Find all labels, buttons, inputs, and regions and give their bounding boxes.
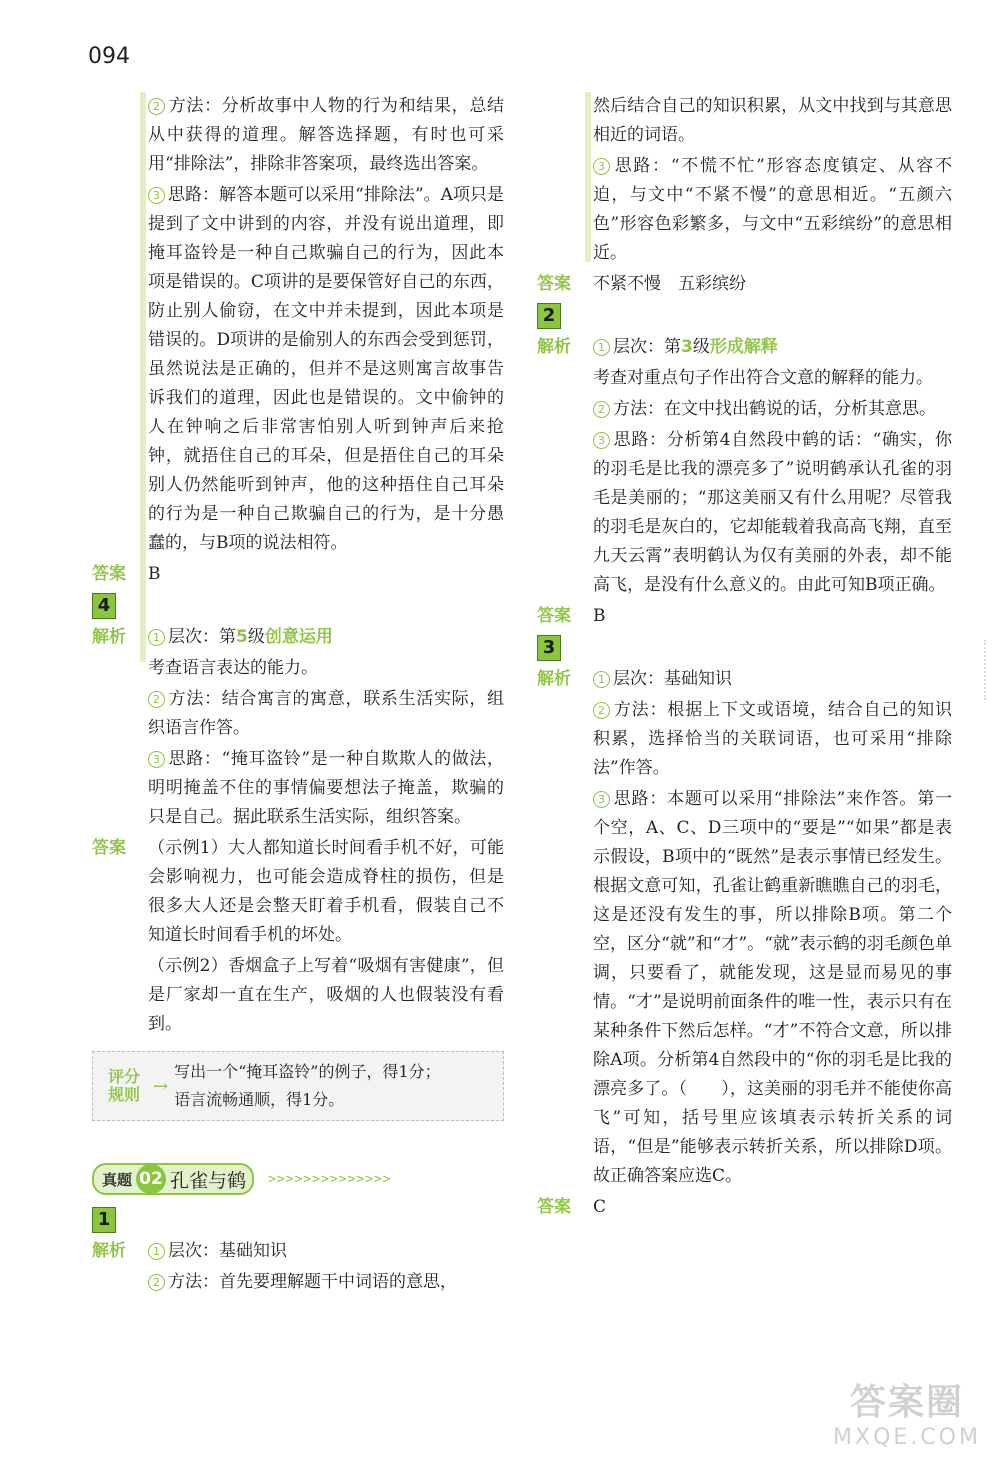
answer-row	[92, 560, 504, 589]
question-number-2: 2	[537, 303, 561, 329]
answer-label: 答案	[537, 274, 571, 294]
answer-label: 答案	[92, 838, 126, 858]
right-column	[537, 92, 952, 1222]
circled-number-icon: 1	[593, 339, 610, 356]
section-title	[92, 1163, 504, 1195]
left-column	[92, 92, 504, 1299]
answer-value: B	[148, 564, 161, 584]
section-number: 02	[136, 1164, 166, 1194]
q2-analysis: 解析 1 层次：第3级形成解释 考查对重点句子作出符合文意的解释的能力。 2 方法：在文中找出鹤说的话，分析其意思。 3 思路：分析第4自然段中鹤的话：“确实，你的羽毛是比我的漂亮多了”说明鹤承认孔雀的羽毛是美丽的；“那这美丽又有什么用呢？尽管我的羽毛是灰白的，它却能载着我高高飞翔，直至九天云霄”表明鹤认为仅有美丽的外表，却不能高飞，是没有什么意义的。由此可知B项正确。	[537, 333, 952, 602]
method-paragraph: 2 方法：分析故事中人物的行为和结果，总结从中获得的道理。解答选择题，有时也可采用“排除法”，排除非答案项，最终选出答案。	[148, 96, 505, 174]
circled-number-icon: 3	[593, 791, 610, 808]
answer-label: 答案	[537, 606, 571, 626]
circled-number-icon: 2	[148, 98, 165, 115]
intro-block	[92, 92, 504, 560]
circled-number-icon: 1	[148, 1243, 165, 1260]
answer-label: 答案	[92, 564, 126, 584]
circled-number-icon: 2	[593, 401, 610, 418]
rubric-label: 评分 规则	[107, 1067, 140, 1104]
q1-answer	[537, 270, 952, 299]
analysis-label: 解析	[537, 669, 571, 689]
question-number-3: 3	[537, 635, 561, 661]
q1-continued: 然后结合自己的知识积累，从文中找到与其意思相近的词语。 3 思路：“不慌不忙”形容态度镇定、从容不迫，与文中“不紧不慢”的意思相近。“五颜六色”形容色彩繁多，与文中“五彩缤纷”的意思相近。	[593, 96, 952, 263]
circled-number-icon: 1	[593, 671, 610, 688]
arrow-right-icon: →	[153, 1075, 169, 1097]
q1-analysis: 解析 1 层次：基础知识 2 方法：首先要理解题干中词语的意思，	[92, 1237, 504, 1299]
answer-example-1: （示例1）大人都知道长时间看手机不好，可能会影响视力，也可能会造成脊柱的损伤，但是很多大人还是会整天盯着手机看，假装自己不知道长时间看手机的坏处。	[148, 838, 504, 945]
question-number-4: 4	[92, 593, 116, 619]
margin-mark	[984, 640, 994, 700]
circled-number-icon: 3	[148, 751, 165, 768]
circled-number-icon: 2	[593, 702, 610, 719]
answer-value: C	[593, 1197, 607, 1217]
analysis-label: 解析	[92, 627, 126, 647]
circled-number-icon: 2	[148, 691, 165, 708]
circled-number-icon: 3	[148, 187, 165, 204]
level-name: 形成解释	[709, 337, 778, 357]
q3-analysis: 解析 1 层次：基础知识 2 方法：根据上下文或语境，结合自己的知识积累，选择恰当的关联词语，也可采用“排除法”作答。 3 思路：本题可以采用“排除法”来作答。第一个空，A、C、D三项中的“要是”“如果”都是表示假设，B项中的“既然”是表示事情已经发生。根据文意可知，孔雀让鹤重新瞧瞧自己的羽毛，这是还没有发生的事，所以排除B项。第二个空，区分“就”和“才”。“就”表示鹤的羽毛颜色单调，只要看了，就能发现，这是显而易见的事情。“才”是说明前面条件的唯一性，表示只有在某种条件下然后怎样。“才”不符合文意，所以排除A项。分析第4自然段中的“你的羽毛是比我的漂亮多了。（ ），这美丽的羽毛并不能使你高飞”可知，括号里应该填表示转折关系的词语，“但是”能够表示转折关系，所以排除D项。故正确答案应选C。	[537, 665, 952, 1193]
circled-number-icon: 1	[148, 629, 165, 646]
section-badge: 真题 02 孔雀与鹤	[92, 1163, 254, 1195]
answer-value: 不紧不慢 五彩缤纷	[593, 274, 746, 294]
answer-value: B	[593, 606, 606, 626]
answer-label: 答案	[537, 1197, 571, 1217]
q2-answer	[537, 602, 952, 631]
level-name: 创意运用	[264, 627, 333, 647]
question-number-1: 1	[92, 1207, 116, 1233]
idea-paragraph: 3 思路：解答本题可以采用“排除法”。A项只是提到了文中讲到的内容，并没有说出道理，即掩耳盗铃是一种自己欺骗自己的行为，因此本项是错误的。C项讲的是要保管好自己的东西，防止别人偷窃，在文中并未提到，因此本项是错误的。D项讲的是偷别人的东西会受到惩罚，虽然说法是正确的，但并不是这则寓言故事告诉我们的道理，因此也是错误的。文中偷钟的人在钟响之后非常害怕别人听到钟声后来抢钟，就捂住自己的耳朵，但是捂住自己的耳朵别人仍然能听到钟声，他的这种捂住自己耳朵的行为是一种自己欺骗自己的行为，是十分愚蠢的，与B项的说法相符。	[148, 185, 504, 553]
watermark-logo: 答案圈 MXQE.COM	[833, 1382, 981, 1450]
circled-number-icon: 3	[593, 432, 610, 449]
page-number: 094	[88, 44, 130, 69]
scoring-rubric: 评分 规则 → 写出一个“掩耳盗铃”的例子，得1分； 语言流畅通顺，得1分。	[92, 1051, 504, 1121]
circled-number-icon: 2	[148, 1274, 165, 1291]
circled-number-icon: 3	[593, 158, 610, 175]
analysis-label: 解析	[537, 337, 571, 357]
analysis-label: 解析	[92, 1241, 126, 1261]
q4-answer	[92, 834, 504, 1041]
section-name: 孔雀与鹤	[170, 1169, 247, 1192]
q3-answer	[537, 1193, 952, 1222]
answer-example-2: （示例2）香烟盒子上写着“吸烟有害健康”，但是厂家却一直在生产，吸烟的人也假装没有看到。	[148, 956, 504, 1034]
q4-analysis: 解析 1 层次：第5级创意运用 考查语言表达的能力。 2 方法：结合寓言的寓意，联系生活实际，组织语言作答。 3 思路：“掩耳盗铃”是一种自欺欺人的做法，明明掩盖不住的事情偏要想法子掩盖，欺骗的只是自己。据此联系生活实际，组织答案。	[92, 623, 504, 834]
arrow-decoration-icon: >>>>>>>>>>>>>>	[268, 1171, 392, 1187]
